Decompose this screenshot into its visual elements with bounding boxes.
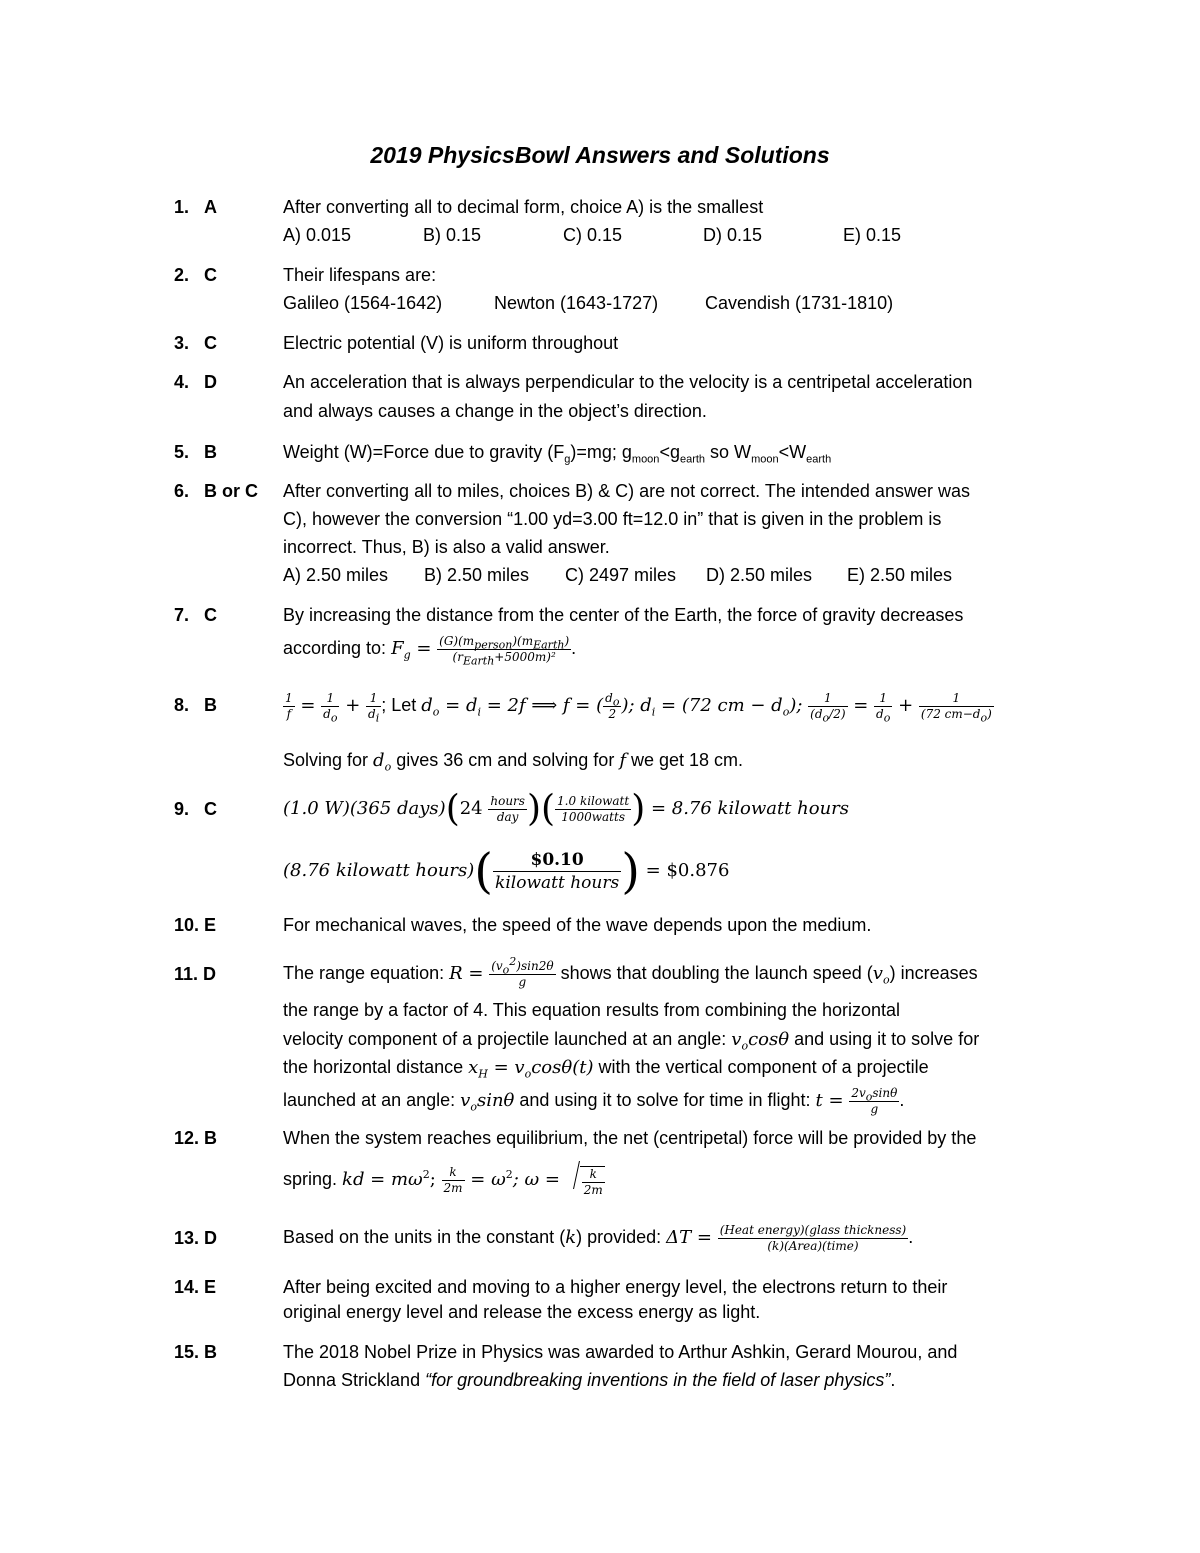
question-6-options: A) 2.50 miles B) 2.50 miles C) 2497 miles D) 2.50 miles E) 2.50 miles xyxy=(283,565,953,585)
question-4-line-1: An acceleration that is always perpendicular to the velocity is a centripetal acceleration xyxy=(283,372,973,392)
question-13-text: Based on the units in the constant (k) provided: ΔT = $\frac{\text{(Heat energy)(glass thickness)}}{\text{(k)(Area)(time)}}$ . xyxy=(283,1222,914,1253)
question-9-number: 9. C xyxy=(174,799,218,819)
question-11-number: 11. D xyxy=(174,964,217,984)
question-11-line-5: launched at an angle: $v_o\sin\theta$ and using it to solve for time in flight: t = $\frac{2v_o\sin\theta}{g}$ . xyxy=(283,1085,905,1116)
question-6-number: 6. B or C xyxy=(174,481,259,501)
question-9-equation-2: (8.76 kilowatt hours)( $\frac{\$0.10}{\text{kilowatt hours}}$ ) = $0.876 xyxy=(283,843,730,900)
question-7-line-1: By increasing the distance from the center of the Earth, the force of gravity decreases xyxy=(283,605,964,625)
question-10-number: 10. E xyxy=(174,915,217,935)
question-2-text: Their lifespans are: xyxy=(283,265,437,285)
question-2-lifespans: Galileo (1564-1642) Newton (1643-1727) Cavendish (1731-1810) xyxy=(283,293,894,313)
question-6-line-3: incorrect. Thus, B) is also a valid answer. xyxy=(283,537,610,557)
question-4-line-2: and always causes a change in the object’s direction. xyxy=(283,401,707,421)
question-14-line-1: After being excited and moving to a higher energy level, the electrons return to their xyxy=(283,1277,948,1297)
question-8-line-2: Solving for $d_o$ gives 36 cm and solving for f we get 18 cm. xyxy=(283,750,744,774)
question-6-line-1: After converting all to miles, choices B) & C) are not correct. The intended answer was xyxy=(283,481,970,501)
question-5-text: Weight (W)=Force due to gravity $(F_g)=mg$; $g_{moon}<g_{earth}$ so $W_{moon}<W_{earth}$ xyxy=(283,442,832,466)
question-12-line-1: When the system reaches equilibrium, the net (centripetal) force will be provided by the xyxy=(283,1128,977,1148)
question-12-number: 12. B xyxy=(174,1128,218,1148)
question-13-number: 13. D xyxy=(174,1228,218,1248)
question-4-number: 4. D xyxy=(174,372,218,392)
question-8-number: 8. B xyxy=(174,695,218,715)
question-9-equation-1: (1.0 W)(365 days)(24 $\frac{\text{hours}}{\text{day}}$ )( $\frac{\text{1.0 kilowatt}}{\text{1000watts}}$ ) = 8.76 kilowatt hours xyxy=(283,788,850,830)
question-15-line-1: The 2018 Nobel Prize in Physics was awarded to Arthur Ashkin, Gerard Mourou, and xyxy=(283,1342,958,1362)
question-11-line-3: velocity component of a projectile launched at an angle: $v_o\cos\theta$ and using it to solve for xyxy=(283,1029,980,1053)
page-title: 2019 PhysicsBowl Answers and Solutions xyxy=(370,142,830,168)
question-6-line-2: C), however the conversion “1.00 yd=3.00 ft=12.0 in” that is given in the problem is xyxy=(283,509,942,529)
question-11-line-4: the horizontal distance $x_H = v_o\cos\theta(t)$ with the vertical component of a projectile xyxy=(283,1057,929,1081)
question-11-line-2: the range by a factor of 4. This equation results from combining the horizontal xyxy=(283,1000,901,1020)
question-1-text: After converting all to decimal form, choice A) is the smallest xyxy=(283,197,764,217)
question-5-number: 5. B xyxy=(174,442,218,462)
question-3-number: 3. C xyxy=(174,333,218,353)
question-10-text: For mechanical waves, the speed of the wave depends upon the medium. xyxy=(283,915,872,935)
question-1-options: A) 0.015 B) 0.15 C) 0.15 D) 0.15 E) 0.15 xyxy=(283,225,902,245)
question-8-equation: $\frac{1}{f}$ = $\frac{1}{d_o}$ + $\frac{1}{d_i}$ ; Let $d_o = d_i = 2f$ ⟹ f = ( $\frac{d_o}{2}$ ); $d_i = (72$ cm − $d_o$); $\frac{1}{(d_o/2)}$ = $\frac{1}{d_o}$ + $\frac{1}{(72 cm-d_o)}$ xyxy=(285,690,992,725)
question-14-number: 14. E xyxy=(174,1277,217,1297)
question-11-line-1: The range equation: R = $\frac{(v_o^2)\sin 2\theta}{g}$ shows that doubling the launch speed $(v_o)$ increases xyxy=(283,954,978,989)
question-15-number: 15. B xyxy=(174,1342,218,1362)
question-14-line-2: original energy level and release the excess energy as light. xyxy=(283,1302,761,1322)
question-12-equation: spring. kd = $m\omega^2$; $\frac{k}{2m}$ = $\omega^2$; ω = $\frac{k}{2m}$ xyxy=(283,1154,605,1205)
question-3-text: Electric potential (V) is uniform throughout xyxy=(283,333,619,353)
question-7-number: 7. C xyxy=(174,605,218,625)
question-7-equation: according to: $F_g$ = $\frac{(G)(m_{person})(m_{Earth})}{(r_{Earth}+5000m)^2}$ . xyxy=(283,633,577,668)
question-1-number: 1. A xyxy=(174,197,218,217)
question-15-line-2: Donna Strickland “for groundbreaking inventions in the field of laser physics”. xyxy=(283,1370,896,1390)
question-2-number: 2. C xyxy=(174,265,218,285)
